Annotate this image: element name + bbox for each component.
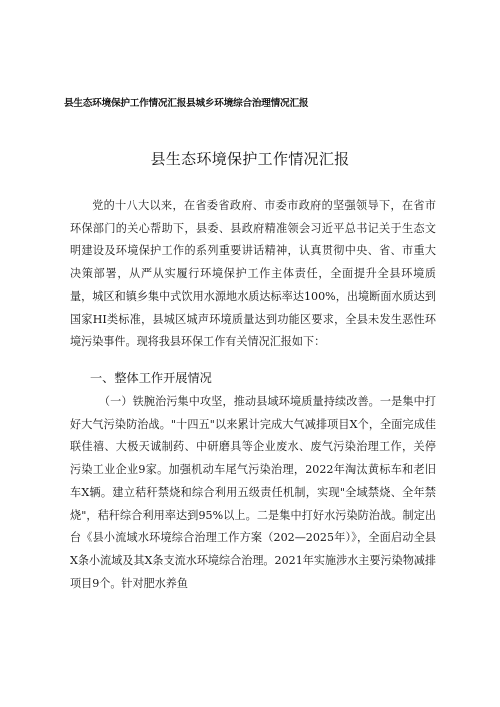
section-heading: 一、整体工作开展情况 <box>90 371 212 385</box>
document-title: 县生态环境保护工作情况汇报 <box>150 150 350 168</box>
intro-paragraph <box>70 195 436 354</box>
section-paragraph: （一）铁腕治污集中攻坚，推动县域环境质量持续改善。一是集中打好大气污染防治战。"十四五"以来累计完成大气减排项目X个，全面完成佳联佳禧、大极天诚制药、中研磨具等企业废水、废气污染治理工作，关停污染工业企业9家。加强机动车尾气污染治理，2022年淘汰黄标车和老旧车X辆。建立秸秆禁烧和综合利用五级责任机制，实现"全域禁烧、全年禁烧"，秸秆综合利用率达到95%以上。二是集中打好水污染防治战。制定出台《县小流域水环境综合治理工作方案（202—2025年）》，全面启动全县X条小流域及其X条支流水环境综合治理。2021年实施涉水主要污染物减排项目9个。针对肥水养鱼 <box>70 395 436 590</box>
header-title: 县生态环境保护工作情况汇报县城乡环境综合治理情况汇报 <box>64 98 309 109</box>
intro-paragraph-text: 党的十八大以来，在省委省政府、市委市政府的坚强领导下，在省市环保部门的关心帮助下，县委、县政府精准领会习近平总书记关于生态文明建设及环境保护工作的系列重要讲话精神，认真贯彻中央、省、市重大决策部署，从严从实履行环境保护工作主体责任，全面提升全县环境质量，城区和镇乡集中式饮用水源地水质达标率达100%，出境断面水质达到国家HI类标准，县城区城声环境质量达到功能区要求，全县未发生恶性环境污染事件。现将我县环保工作有关情况汇报如下： <box>70 199 436 349</box>
